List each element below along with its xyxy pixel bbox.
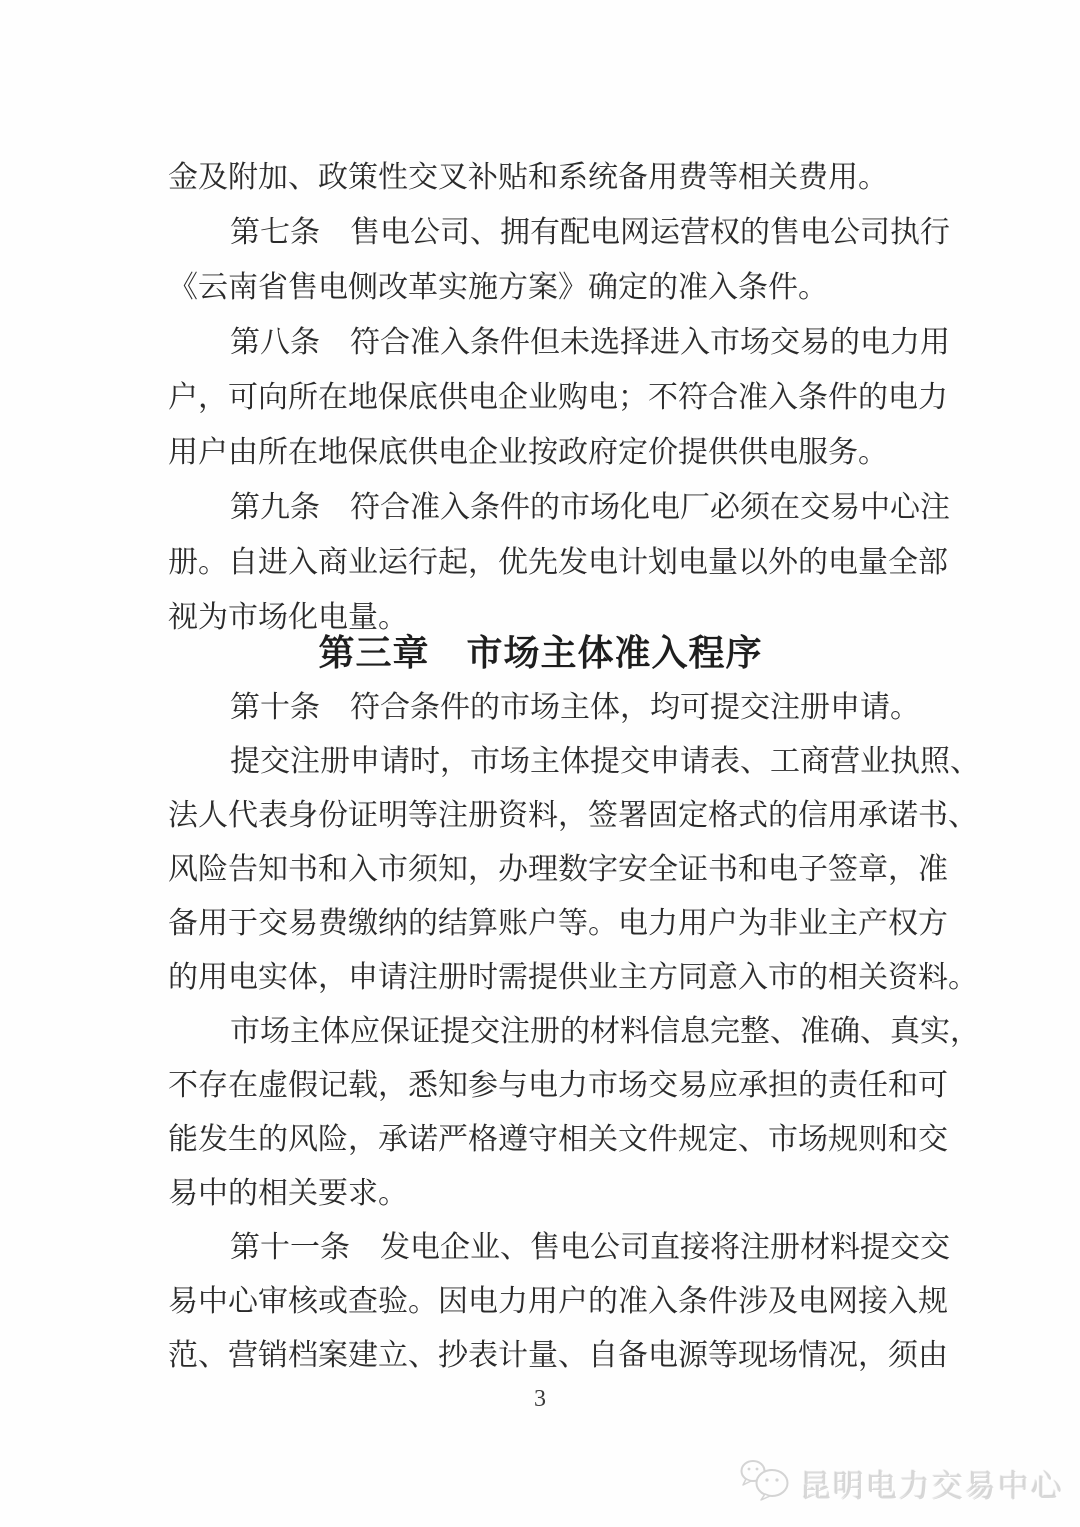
body-line: 能发生的风险，承诺严格遵守相关文件规定、市场规则和交	[168, 1123, 948, 1156]
body-line: 《云南省售电侧改革实施方案》确定的准入条件。	[168, 271, 828, 304]
body-line: 市场主体应保证提交注册的材料信息完整、准确、真实，	[230, 1015, 980, 1048]
watermark-label: 昆明电力交易中心	[800, 1468, 1064, 1504]
body-line: 范、营销档案建立、抄表计量、自备电源等现场情况，须由	[168, 1339, 948, 1372]
body-line-article-10: 第十条 符合条件的市场主体，均可提交注册申请。	[230, 691, 920, 724]
body-line: 提交注册申请时，市场主体提交申请表、工商营业执照、	[230, 745, 980, 778]
body-line-article-9: 第九条 符合准入条件的市场化电厂必须在交易中心注	[230, 491, 950, 524]
body-line: 备用于交易费缴纳的结算账户等。电力用户为非业主产权方	[168, 907, 948, 940]
body-line: 金及附加、政策性交叉补贴和系统备用费等相关费用。	[168, 161, 888, 194]
body-line: 易中心审核或查验。因电力用户的准入条件涉及电网接入规	[168, 1285, 948, 1318]
body-line: 法人代表身份证明等注册资料，签署固定格式的信用承诺书、	[168, 799, 978, 832]
body-line: 易中的相关要求。	[168, 1177, 408, 1210]
body-line: 户，可向所在地保底供电企业购电；不符合准入条件的电力	[168, 381, 948, 414]
body-line-article-7: 第七条 售电公司、拥有配电网运营权的售电公司执行	[230, 216, 950, 249]
body-line: 风险告知书和入市须知，办理数字安全证书和电子签章，准	[168, 853, 948, 886]
page-number: 3	[534, 1386, 546, 1412]
body-line: 的用电实体，申请注册时需提供业主方同意入市的相关资料。	[168, 961, 978, 994]
wechat-icon	[739, 1456, 791, 1510]
chapter-heading: 第三章 市场主体准入程序	[318, 632, 763, 673]
section-before-heading	[168, 150, 950, 645]
section-after-heading	[168, 681, 980, 1383]
body-line: 用户由所在地保底供电企业按政府定价提供供电服务。	[168, 436, 888, 469]
body-line-article-11: 第十一条 发电企业、售电公司直接将注册材料提交交	[230, 1231, 950, 1264]
text-column	[168, 150, 980, 1383]
body-line: 册。自进入商业运行起，优先发电计划电量以外的电量全部	[168, 546, 948, 579]
body-line-article-8: 第八条 符合准入条件但未选择进入市场交易的电力用	[230, 326, 950, 359]
body-line: 不存在虚假记载，悉知参与电力市场交易应承担的责任和可	[168, 1069, 948, 1102]
watermark	[739, 1456, 1064, 1510]
body-line: 视为市场化电量。	[168, 601, 408, 634]
